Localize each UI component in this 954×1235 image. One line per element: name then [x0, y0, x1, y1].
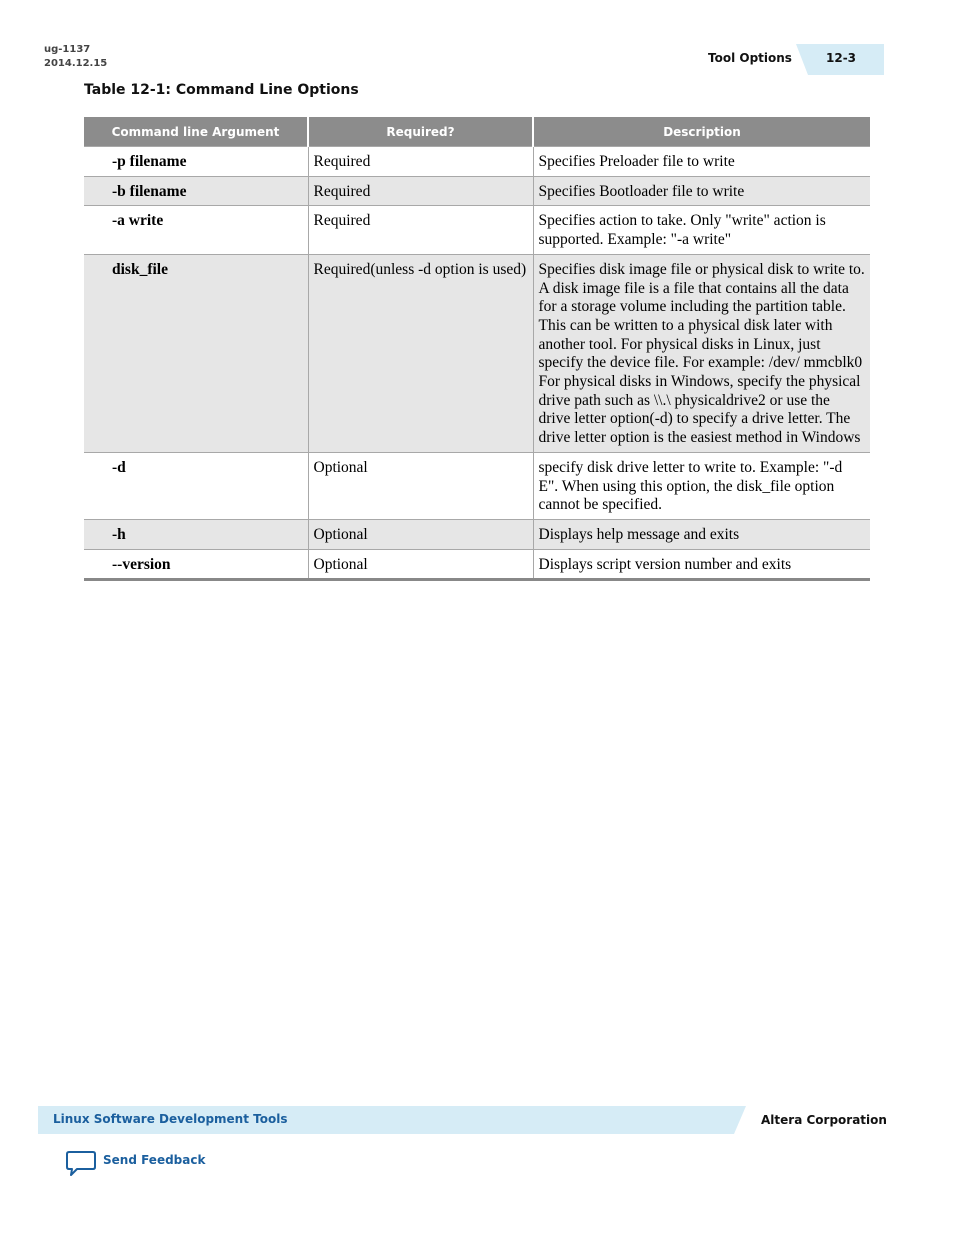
required-cell: Optional	[308, 452, 533, 519]
description-cell: Specifies Bootloader file to write	[533, 176, 870, 206]
description-cell: Displays help message and exits	[533, 519, 870, 549]
required-cell: Required(unless -d option is used)	[308, 254, 533, 452]
argument-cell: -d	[84, 452, 308, 519]
footer-guide-title[interactable]: Linux Software Development Tools	[53, 1112, 288, 1126]
table-row	[84, 452, 870, 519]
table-row	[84, 549, 870, 580]
required-cell: Required	[308, 147, 533, 177]
argument-cell: -a write	[84, 206, 308, 254]
table-row	[84, 176, 870, 206]
argument-cell: --version	[84, 549, 308, 580]
description-cell: Displays script version number and exits	[533, 549, 870, 580]
doc-id	[44, 43, 107, 71]
command-line-options-table	[84, 117, 870, 581]
send-feedback-link[interactable]: Send Feedback	[103, 1153, 206, 1167]
required-cell: Required	[308, 206, 533, 254]
description-cell: Specifies action to take. Only "write" action is supported. Example: "-a write"	[533, 206, 870, 254]
argument-cell: -p filename	[84, 147, 308, 177]
required-cell: Optional	[308, 519, 533, 549]
table-row	[84, 206, 870, 254]
doc-number: ug-1137	[44, 44, 91, 55]
column-header-description: Description	[533, 117, 870, 147]
section-title: Tool Options	[708, 51, 792, 65]
argument-cell: disk_file	[84, 254, 308, 452]
table-header-row	[84, 117, 870, 147]
table-row	[84, 519, 870, 549]
description-cell: specify disk drive letter to write to. Example: "-d E". When using this option, the disk_file option cannot be specified.	[533, 452, 870, 519]
table-caption: Table 12-1: Command Line Options	[84, 82, 359, 98]
argument-cell: -h	[84, 519, 308, 549]
argument-cell: -b filename	[84, 176, 308, 206]
column-header-argument: Command line Argument	[84, 117, 308, 147]
table-row	[84, 254, 870, 452]
column-header-required: Required?	[308, 117, 533, 147]
required-cell: Optional	[308, 549, 533, 580]
required-cell: Required	[308, 176, 533, 206]
footer-company: Altera Corporation	[761, 1113, 887, 1127]
table-row	[84, 147, 870, 177]
speech-bubble-icon[interactable]	[65, 1150, 97, 1178]
description-cell: Specifies Preloader file to write	[533, 147, 870, 177]
page-number: 12-3	[826, 51, 857, 65]
doc-date: 2014.12.15	[44, 58, 108, 69]
description-cell: Specifies disk image file or physical disk to write to. A disk image file is a file that contains all the data for a storage volume including the partition table. This can be written to a physical disk later with another tool. For physical disks in Linux, just specify the device file. For example: /dev/ mmcblk0 For physical disks in Windows, specify the physical drive path such as \\.\ physicaldrive2 or use the drive letter option(-d) to specify a drive letter. The drive letter option is the easiest method in Windows	[533, 254, 870, 452]
